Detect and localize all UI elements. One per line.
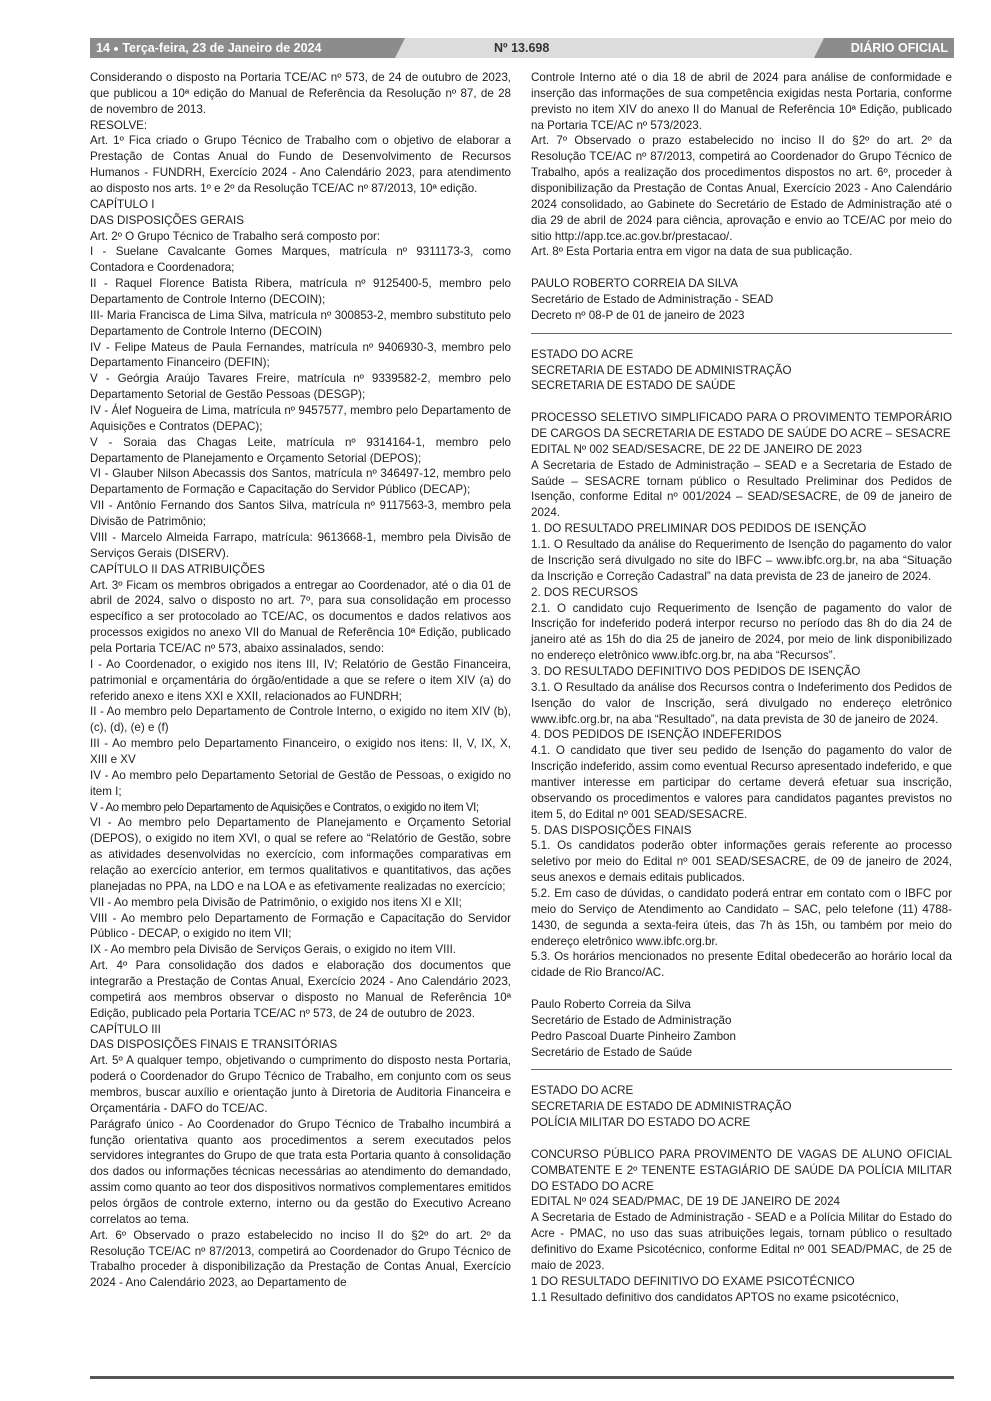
header-right-tip (814, 38, 824, 58)
paragraph: V - Soraia das Chagas Leite, matrícula nº 9314164-1, membro pelo Departamento de Planejamento e Orçamento Setorial (DEPOS); (90, 435, 511, 465)
edict-number: EDITAL Nº 002 SEAD/SESACRE, DE 22 DE JANEIRO DE 2023 (531, 442, 862, 456)
item-heading: 2. DOS RECURSOS (531, 585, 638, 599)
paragraph: VII - Ao membro pela Divisão de Patrimônio, o exigido nos itens XI e XII; (90, 895, 462, 909)
paragraph: IX - Ao membro pela Divisão de Serviços Gerais, o exigido no item VIII. (90, 943, 457, 957)
bullet-dot-icon: ● (113, 43, 119, 54)
paragraph: 1.1 Resultado definitivo dos candidatos APTOS no exame psicotécnico, (531, 1290, 899, 1304)
paragraph: A Secretaria de Estado de Administração – SEAD e a Secretaria de Estado de Saúde – SESACRE tornam público o Resultado Preliminar dos Pedidos de Isenção, conforme Edital nº 001/2024 – SEAD/SESACRE, de 09 de janeiro de 2024. (531, 458, 952, 520)
paragraph: VIII - Ao membro pelo Departamento de Formação e Capacitação do Servidor Público - DECAP, o exigido no item VII; (90, 911, 511, 941)
edict-title: PROCESSO SELETIVO SIMPLIFICADO PARA O PROVIMENTO TEMPORÁRIO DE CARGOS DA SECRETARIA DE ESTADO DE SAÚDE DO ACRE – SESACRE (531, 411, 952, 441)
paragraph: Controle Interno até o dia 18 de abril de 2024 para análise de conformidade e inserção das informações de sua competência exigidas nesta Portaria, conforme previsto no item XIV do anexo II do Manual de Referência 10ª Edição, publicado na Portaria TCE/AC nº 573/2023. (531, 71, 952, 132)
section-heading: POLÍCIA MILITAR DO ESTADO DO ACRE (531, 1116, 751, 1130)
section-heading: ESTADO DO ACRE (531, 1084, 634, 1098)
header-left (90, 38, 395, 58)
section-divider (531, 333, 952, 334)
page-number: 14 (96, 41, 110, 55)
paragraph: 5.3. Os horários mencionados no presente Edital obedecerão ao horário local da cidade de Rio Branco/AC. (531, 950, 952, 980)
paragraph: III - Ao membro pelo Departamento Financeiro, o exigido nos itens: II, V, IX, X, XIII e XV (90, 737, 511, 766)
header-left-tip (395, 38, 405, 58)
item-heading: 5. DAS DISPOSIÇÕES FINAIS (531, 823, 692, 837)
spacer (531, 394, 952, 410)
chapter-title: DAS DISPOSIÇÕES GERAIS (90, 213, 244, 227)
page-header (90, 38, 954, 58)
item-heading: 1. DO RESULTADO PRELIMINAR DOS PEDIDOS DE ISENÇÃO (531, 522, 867, 536)
signature-name: Paulo Roberto Correia da Silva (531, 997, 691, 1011)
section-heading: SECRETARIA DE ESTADO DE SAÚDE (531, 379, 736, 393)
signature-name: Pedro Pascoal Duarte Pinheiro Zambon (531, 1029, 736, 1043)
chapter-heading: CAPÍTULO I (90, 197, 155, 211)
paragraph: VIII - Marcelo Almeida Farrapo, matrícula: 9613668-1, membro pela Divisão de Serviços Gerais (DISERV). (90, 530, 511, 560)
signature-decree: Decreto nº 08-P de 01 de janeiro de 2023 (531, 308, 745, 322)
footer-rule (90, 1376, 954, 1379)
paragraph: I - Suelane Cavalcante Gomes Marques, matrícula nº 9311173-3, como Contadora e Coordenadora; (90, 245, 511, 275)
section-heading: SECRETARIA DE ESTADO DE ADMINISTRAÇÃO (531, 363, 792, 377)
paragraph: VI - Glauber Nilson Abecassis dos Santos, matrícula nº 346497-12, membro pelo Departamento de Formação e Capacitação do Servidor Público (DECAP); (90, 467, 511, 497)
paragraph: RESOLVE: (90, 118, 148, 132)
spacer (531, 981, 952, 997)
paragraph: 4.1. O candidato que tiver seu pedido de Isenção do pagamento do valor de Inscrição indeferido, assim como eventual Recurso apresentado indeferido, e que mantiver interesse em participar do certame deverá efetuar sua inscrição, observando os procedimentos e valores para candidatos pagantes previstos no item 5, do Edital nº 001 SEAD/SESACRE. (531, 744, 952, 821)
paragraph: V - Ao membro pelo Departamento de Aquisições e Contratos, o exigido no item VI; (90, 800, 479, 814)
item-heading: 4. DOS PEDIDOS DE ISENÇÃO INDEFERIDOS (531, 728, 782, 742)
paragraph: Considerando o disposto na Portaria TCE/AC nº 573, de 24 de outubro de 2023, que publicou a 10ª edição do Manual de Referência da Resolução nº 87, de 28 de novembro de 2013. (90, 71, 511, 116)
signature-name: PAULO ROBERTO CORREIA DA SILVA (531, 277, 739, 291)
signature-role: Secretário de Estado de Saúde (531, 1045, 693, 1059)
paragraph: VI - Ao membro pelo Departamento de Planejamento e Orçamento Setorial (DEPOS), o exigido no item XVI, o qual se refere ao “Relatório de Gestão, sobre as atividades desenvolvidas no exercício, com informações comparativas em relação ao exercício anterior, em termos qualitativos e quantitativos, das ações planejadas no PPA, na LDO e na LOA e as efetivamente realizadas no exercício; (90, 816, 511, 893)
chapter-title: DAS DISPOSIÇÕES FINAIS E TRANSITÓRIAS (90, 1038, 338, 1052)
paragraph: A Secretaria de Estado de Administração - SEAD e a Polícia Militar do Estado do Acre - PMAC, no uso das suas atribuições legais, tornam público o resultado definitivo do Exame Psicotécnico, conforme Edital nº 001 SEAD/PMAC, de 25 de maio de 2023. (531, 1211, 952, 1272)
paragraph: II - Raquel Florence Batista Ribera, matrícula nº 9125400-5, membro pelo Departamento de Controle Interno (DECOIN); (90, 277, 511, 307)
paragraph: 5.1. Os candidatos poderão obter informações gerais referente ao processo seletivo por meio do Edital nº 001 SEAD/SESACRE, de 09 de janeiro de 2024, seus anexos e demais editais publicados. (531, 839, 952, 885)
paragraph: IV - Álef Nogueira de Lima, matrícula nº 9457577, membro pelo Departamento de Aquisições e Contratos (DEPAC); (90, 404, 511, 433)
section-heading: SECRETARIA DE ESTADO DE ADMINISTRAÇÃO (531, 1100, 792, 1114)
paragraph: Art. 6º Observado o prazo estabelecido no inciso II do §2º do art. 2º da Resolução TCE/AC nº 87/2013, competirá ao Coordenador do Grupo Técnico de Trabalho proceder à disponibilização da Prestação de Contas Anual, Exercício 2024 - Ano Calendário 2023, ao Departamento de (90, 1228, 511, 1290)
paragraph: Art. 7º Observado o prazo estabelecido no inciso II do §2º do art. 2º da Resolução TCE/AC nº 87/2013, competirá ao Coordenador do Grupo Técnico de Trabalho, após a realização dos procedimentos dispostos no art. 6º, proceder à disponibilização da Prestação de Contas Anual, Exercício 2023 - Ano Calendário 2024 consolidado, ao Gabinete do Secretário de Estado de Administração até o dia 29 de abril de 2024 para ciência, aprovação e envio ao TCE/AC por meio do sitio http://app.tce.ac.gov.br/prestacao/. (531, 134, 952, 243)
paragraph: V - Geórgia Araújo Tavares Freire, matrícula nº 9339582-2, membro pelo Departamento Setorial de Gestão Pessoas (DESGP); (90, 372, 511, 402)
item-heading: 3. DO RESULTADO DEFINITIVO DOS PEDIDOS DE ISENÇÃO (531, 664, 861, 678)
issue-number: Nº 13.698 (494, 41, 550, 55)
paragraph: I - Ao Coordenador, o exigido nos itens III, IV; Relatório de Gestão Financeira, patrimonial e orçamentária do órgão/entidade a que se refere o item XIV (a) do referido anexo e itens XXI e XXII, relacionados ao FUNDRH; (90, 657, 511, 703)
publication-title: DIÁRIO OFICIAL (824, 38, 954, 58)
paragraph: IV - Ao membro pelo Departamento Setorial de Gestão de Pessoas, o exigido no item I; (90, 768, 511, 798)
chapter-heading: CAPÍTULO II DAS ATRIBUIÇÕES (90, 562, 266, 576)
paragraph: Art. 4º Para consolidação dos dados e elaboração dos documentos que integrarão a Prestação de Contas Anual, Exercício 2024 - Ano Calendário 2023, competirá aos membros observar o disposto no Manual de Referência 10ª Edição, publicado pela Portaria TCE/AC nº 573, de 24 de outubro de 2023. (90, 959, 511, 1020)
section-divider (531, 1069, 952, 1070)
item-heading: 1 DO RESULTADO DEFINITIVO DO EXAME PSICOTÉCNICO (531, 1274, 855, 1288)
paragraph: 5.2. Em caso de dúvidas, o candidato poderá entrar em contato com o IBFC por meio do Serviço de Atendimento ao Candidato – SAC, pelo telefone (11) 4788-1430, de segunda a sexta-feira úteis, das 7h às 15h, ou também por meio do endereço eletrônico www.ibfc.org.br. (531, 886, 952, 948)
paragraph: II - Ao membro pelo Departamento de Controle Interno, o exigido no item XIV (b), (c), (d), (e) e (f) (90, 705, 511, 735)
section-heading: ESTADO DO ACRE (531, 347, 634, 361)
edict-number: EDITAL Nº 024 SEAD/PMAC, DE 19 DE JANEIRO DE 2024 (531, 1195, 840, 1209)
paragraph: Art. 1º Fica criado o Grupo Técnico de Trabalho com o objetivo de elaborar a Prestação de Contas Anual do Fundo de Desenvolvimento de Recursos Humanos - FUNDRH, Exercício 2024 - Ano Calendário 2023, para atendimento ao disposto nos arts. 1º e 2º da Resolução TCE/AC nº 87/2013, 10ª edição. (90, 134, 511, 196)
chapter-heading: CAPÍTULO III (90, 1022, 161, 1036)
edict-title: CONCURSO PÚBLICO PARA PROVIMENTO DE VAGAS DE ALUNO OFICIAL COMBATENTE E 2º TENENTE ESTAGIÁRIO DE SAÚDE DA POLÍCIA MILITAR DO ESTADO DO ACRE (531, 1147, 952, 1193)
paragraph: Art. 2º O Grupo Técnico de Trabalho será composto por: (90, 229, 381, 243)
signature-role: Secretário de Estado de Administração - SEAD (531, 293, 774, 307)
right-column (531, 70, 952, 1305)
paragraph: Art. 5º A qualquer tempo, objetivando o cumprimento do disposto nesta Portaria, poderá o Coordenador do Grupo Técnico de Trabalho, em conjunto com os seus membros, buscar auxílio e orientação junto à Diretoria de Auditoria Financeira e Orçamentária - DAFO do TCE/AC. (90, 1054, 511, 1115)
paragraph: 2.1. O candidato cujo Requerimento de Isenção de pagamento do valor de Inscrição for indeferido poderá interpor recurso no período das 8h do dia 24 de janeiro até as 15h do dia 25 de janeiro de 2024, por meio de link disponibilizado no endereço eletrônico www.ibfc.org.br, na aba “Recursos”. (531, 601, 952, 663)
left-column (90, 70, 511, 1291)
paragraph: VII - Antônio Fernando dos Santos Silva, matrícula nº 9117563-3, membro pela Divisão de Patrimônio; (90, 499, 511, 529)
issue-date: Terça-feira, 23 de Janeiro de 2024 (122, 41, 322, 55)
spacer (531, 260, 952, 276)
paragraph: IV - Felipe Mateus de Paula Fernandes, matrícula nº 9406930-3, membro pelo Departamento Financeiro (DEFIN); (90, 340, 511, 370)
signature-role: Secretário de Estado de Administração (531, 1013, 732, 1027)
spacer (531, 1131, 952, 1147)
paragraph: Art. 8º Esta Portaria entra em vigor na data de sua publicação. (531, 245, 853, 259)
paragraph: 1.1. O Resultado da análise do Requerimento de Isenção do pagamento do valor de Inscrição será divulgado no site do IBFC – www.ibfc.org.br, na aba “Situação da Inscrição e Correção Cadastral” na data prevista de 23 de janeiro de 2024. (531, 538, 952, 583)
paragraph: 3.1. O Resultado da análise dos Recursos contra o Indeferimento dos Pedidos de Isenção do valor de Inscrição, será divulgado no endereço eletrônico www.ibfc.org.br, na aba “Resultado”, na data prevista de 30 de janeiro de 2024. (531, 680, 952, 726)
paragraph: Parágrafo único - Ao Coordenador do Grupo Técnico de Trabalho incumbirá a função orientativa quanto aos procedimentos a serem executados pelos servidores integrantes do Grupo de que trata esta Portaria quanto à consolidação dos dados ou informações técnicas necessárias ao atendimento do demandado, assim como quanto ao teor dos dispositivos normativos complementares emitidos pelos órgãos de controle externo, interno ou da gestão do Executivo Acreano correlatos ao tema. (90, 1117, 511, 1226)
paragraph: III- Maria Francisca de Lima Silva, matrícula nº 300853-2, membro substituto pelo Departamento de Controle Interno (DECOIN) (90, 308, 511, 338)
paragraph: Art. 3º Ficam os membros obrigados a entregar ao Coordenador, até o dia 01 de abril de 2024, salvo o disposto no art. 7º, para sua consolidação em processo específico a ser protocolado ao TCE/AC, os documentos e dados relativos aos processos exigidos no anexo VII do Manual de Referência 10ª Edição, publicado pela Portaria TCE/AC nº 573, abaixo assinalados, sendo: (90, 578, 511, 655)
